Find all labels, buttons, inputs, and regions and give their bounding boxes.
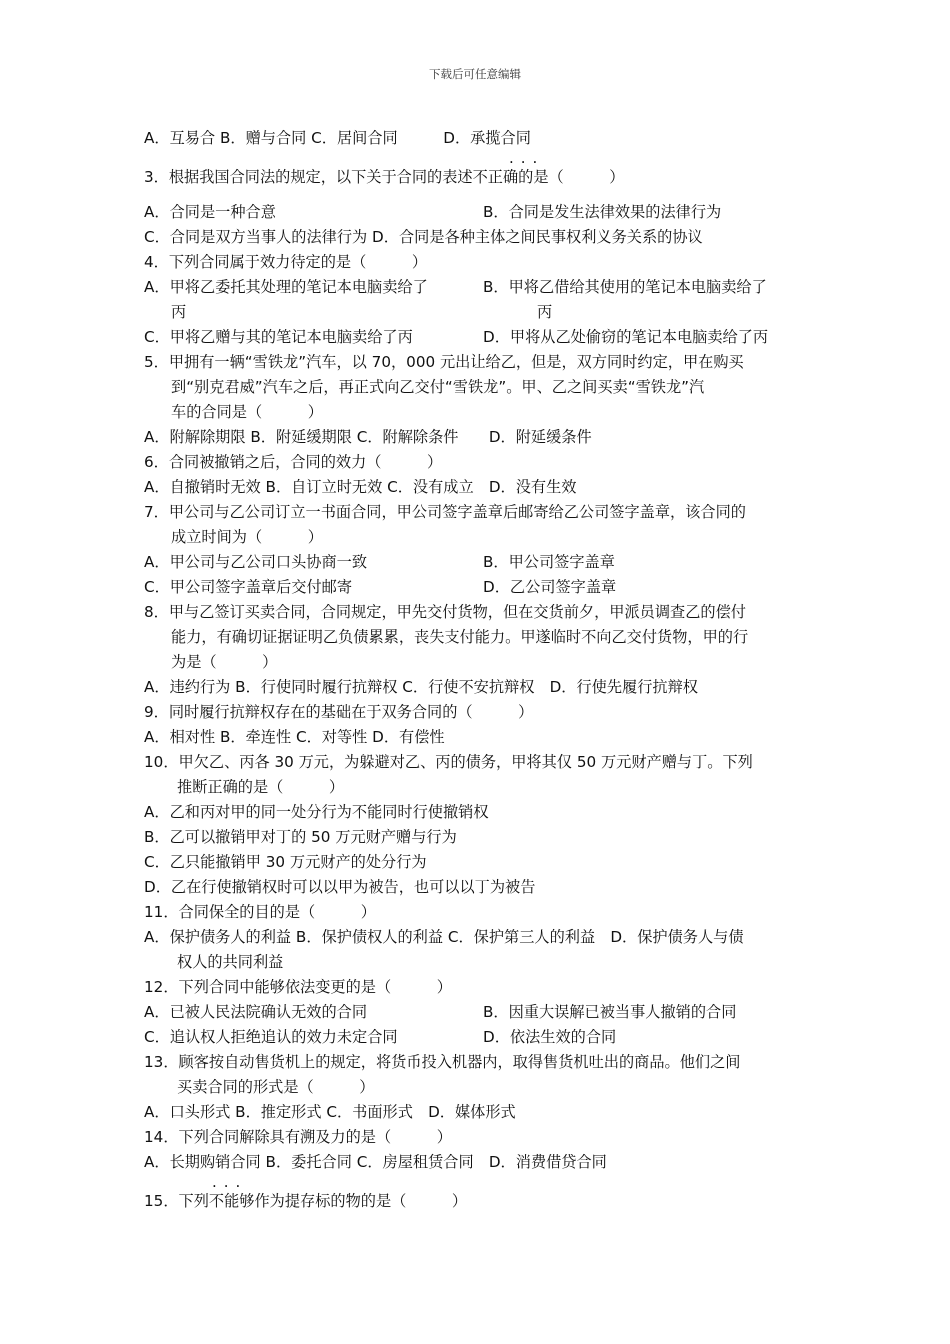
option-a: A．乙和丙对甲的同一处分行为不能同时行使撤销权	[144, 803, 489, 821]
options-q4-row1	[144, 275, 820, 300]
emphasis-dots: ...	[509, 149, 545, 167]
option-b: B．因重大误解已被当事人撤销的合同	[483, 1003, 737, 1021]
option-d: D．乙在行使撤销权时可以以甲为被告，也可以以丁为被告	[144, 878, 536, 896]
option-b-wrap: 丙	[537, 303, 553, 321]
wrap-spacer	[144, 300, 820, 325]
question-8-line1: 8．甲与乙签订买卖合同，合同规定，甲先交付货物，但在交货前夕，甲派员调查乙的偿付	[144, 603, 746, 621]
question-3: 3．根据我国合同法的规定，以下关于合同的表述不正确的是（ ）	[144, 168, 625, 186]
option-a: A．甲公司与乙公司口头协商一致	[144, 553, 368, 571]
options-q3-row2: C．合同是双方当事人的法律行为 D．合同是各种主体之间民事权利义务关系的协议	[144, 228, 703, 246]
question-5-line2: 到“别克君威”汽车之后，再正式向乙交付“雪铁龙”。甲、乙之间买卖“雪铁龙”汽	[171, 378, 705, 396]
option-c: C．乙只能撤销甲 30 万元财产的处分行为	[144, 853, 427, 871]
question-4: 4．下列合同属于效力待定的是（ ）	[144, 253, 428, 271]
question-10-line2: 推断正确的是（ ）	[177, 778, 345, 796]
option-a: A．合同是一种合意	[144, 203, 276, 221]
options-q8: A．违约行为 B．行使同时履行抗辩权 C．行使不安抗辩权 D．行使先履行抗辩权	[144, 678, 698, 696]
question-11: 11．合同保全的目的是（ ）	[144, 903, 376, 921]
question-15: 15．下列不能够作为提存标的物的是（ ）	[144, 1192, 468, 1210]
option-b: B．合同是发生法律效果的法律行为	[483, 203, 722, 221]
question-8-line2: 能力，有确切证据证明乙负债累累，丧失支付能力。甲遂临时不向乙交付货物，甲的行	[171, 628, 749, 646]
option-c: C．甲公司签字盖章后交付邮寄	[144, 578, 353, 596]
options-q11-line1: A．保护债务人的利益 B．保护债权人的利益 C．保护第三人的利益 D．保护债务人与债	[144, 928, 744, 946]
options-q3-row1	[144, 200, 820, 225]
question-7-line1: 7．甲公司与乙公司订立一书面合同，甲公司签字盖章后邮寄给乙公司签字盖章，该合同的	[144, 503, 746, 521]
options-q9: A．相对性 B．牵连性 C．对等性 D．有偿性	[144, 728, 445, 746]
options-q6: A．自撤销时无效 B．自订立时无效 C．没有成立 D．没有生效	[144, 478, 577, 496]
question-9: 9．同时履行抗辩权存在的基础在于双务合同的（ ）	[144, 703, 534, 721]
question-10-line1: 10．甲欠乙、丙各 30 万元，为躲避对乙、丙的债务，甲将其仅 50 万元财产赠与丁。下列	[144, 753, 753, 771]
options-q11-line2: 权人的共同利益	[177, 953, 284, 971]
page-header: 下载后可任意编辑	[429, 67, 521, 81]
option-a: A．甲将乙委托其处理的笔记本电脑卖给了	[144, 278, 428, 296]
question-8-line3: 为是（ ）	[171, 653, 278, 671]
option-b: B．甲将乙借给其使用的笔记本电脑卖给了	[483, 278, 767, 296]
question-list	[144, 126, 820, 1214]
question-14: 14．下列合同解除具有溯及力的是（ ）	[144, 1128, 452, 1146]
options-q4-row2	[144, 325, 820, 350]
options-q13: A．口头形式 B．推定形式 C．书面形式 D．媒体形式	[144, 1103, 516, 1121]
option-c: C．追认权人拒绝追认的效力未定合同	[144, 1028, 398, 1046]
options-q7-row2	[144, 575, 820, 600]
question-13-line1: 13．顾客按自动售货机上的规定，将货币投入机器内，取得售货机吐出的商品。他们之间	[144, 1053, 741, 1071]
option-b: B．甲公司签字盖章	[483, 553, 615, 571]
question-12: 12．下列合同中能够依法变更的是（ ）	[144, 978, 452, 996]
question-13-line2: 买卖合同的形式是（ ）	[177, 1078, 375, 1096]
option-c: C．甲将乙赠与其的笔记本电脑卖给了丙	[144, 328, 413, 346]
options-q12-row2	[144, 1025, 820, 1050]
question-5-line1: 5．甲拥有一辆“雪铁龙”汽车，以 70，000 元出让给乙，但是，双方同时约定，甲在购买	[144, 353, 744, 371]
option-a: A．已被人民法院确认无效的合同	[144, 1003, 368, 1021]
option-d: D．甲将从乙处偷窃的笔记本电脑卖给了丙	[483, 328, 769, 346]
option-a-wrap: 丙	[171, 303, 187, 321]
question-7-line2: 成立时间为（ ）	[171, 528, 323, 546]
option-d: D．依法生效的合同	[483, 1028, 617, 1046]
options-q7-row1	[144, 550, 820, 575]
question-6: 6．合同被撤销之后，合同的效力（ ）	[144, 453, 443, 471]
option-b: B．乙可以撤销甲对丁的 50 万元财产赠与行为	[144, 828, 457, 846]
option-d: D．乙公司签字盖章	[483, 578, 617, 596]
options-q2: A．互易合 B．赠与合同 C．居间合同 D．承揽合同	[144, 129, 531, 147]
emphasis-dots: ...	[212, 1173, 248, 1191]
question-5-line3: 车的合同是（ ）	[171, 403, 323, 421]
options-q5: A．附解除期限 B．附延缓期限 C．附解除条件 D．附延缓条件	[144, 428, 592, 446]
options-q14: A．长期购销合同 B．委托合同 C．房屋租赁合同 D．消费借贷合同	[144, 1153, 607, 1171]
options-q12-row1	[144, 1000, 820, 1025]
